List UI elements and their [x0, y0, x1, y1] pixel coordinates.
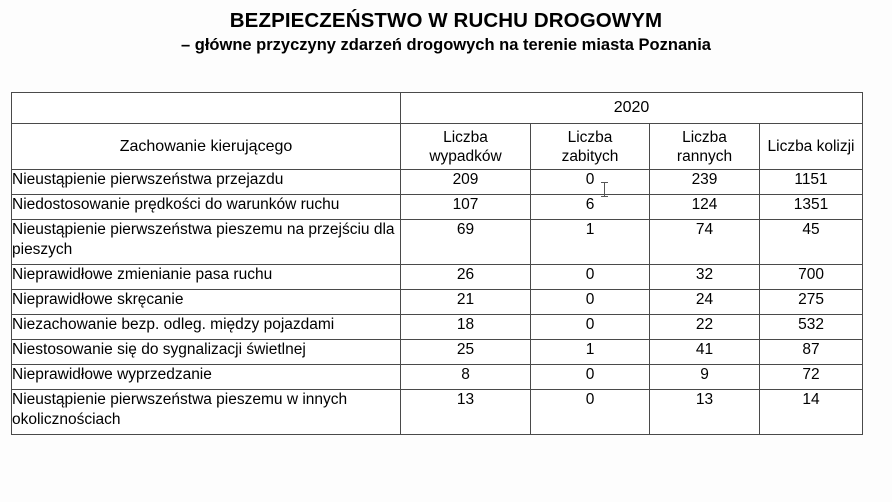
year-header-cell: 2020 — [401, 93, 863, 124]
cell-accidents: 107 — [401, 195, 531, 220]
table-row — [12, 390, 863, 435]
cell-injured: 13 — [650, 390, 760, 435]
table-row — [12, 265, 863, 290]
page-subtitle: – główne przyczyny zdarzeń drogowych na terenie miasta Poznania — [181, 36, 711, 54]
cell-behaviour: Nieustąpienie pierwszeństwa pieszemu na przejściu dla pieszych — [12, 220, 401, 265]
cell-collisions: 532 — [760, 315, 863, 340]
cell-behaviour: Nieustąpienie pierwszeństwa pieszemu w innych okolicznościach — [12, 390, 401, 435]
cell-killed: 0 — [531, 315, 650, 340]
cell-behaviour: Nieustąpienie pierwszeństwa przejazdu — [12, 170, 401, 195]
cell-behaviour: Niezachowanie bezp. odleg. między pojazdami — [12, 315, 401, 340]
cell-accidents: 209 — [401, 170, 531, 195]
cell-collisions: 14 — [760, 390, 863, 435]
cell-injured: 32 — [650, 265, 760, 290]
table-row — [12, 195, 863, 220]
table-body — [12, 170, 863, 435]
cell-accidents: 8 — [401, 365, 531, 390]
column-header-injured-line1: Liczba — [682, 128, 727, 146]
table-row — [12, 365, 863, 390]
cell-collisions: 1351 — [760, 195, 863, 220]
cell-killed: 1 — [531, 220, 650, 265]
cell-injured: 74 — [650, 220, 760, 265]
column-header-killed — [531, 124, 650, 170]
cell-accidents: 21 — [401, 290, 531, 315]
cell-accidents: 13 — [401, 390, 531, 435]
cell-accidents: 69 — [401, 220, 531, 265]
cell-collisions: 1151 — [760, 170, 863, 195]
cell-behaviour: Niestosowanie się do sygnalizacji świetlnej — [12, 340, 401, 365]
statistics-table-container — [11, 92, 862, 435]
cell-accidents: 25 — [401, 340, 531, 365]
column-header-row — [12, 124, 863, 170]
table-row — [12, 170, 863, 195]
cell-collisions: 45 — [760, 220, 863, 265]
table-row — [12, 315, 863, 340]
column-header-collisions-line1: Liczba kolizji — [767, 138, 855, 155]
cell-killed: 0 — [531, 365, 650, 390]
cell-injured: 124 — [650, 195, 760, 220]
cell-behaviour: Nieprawidłowe skręcanie — [12, 290, 401, 315]
cell-accidents: 18 — [401, 315, 531, 340]
column-header-behaviour: Zachowanie kierującego — [12, 124, 401, 170]
cell-behaviour: Niedostosowanie prędkości do warunków ruchu — [12, 195, 401, 220]
column-header-injured — [650, 124, 760, 170]
cell-killed: 1 — [531, 340, 650, 365]
column-header-collisions — [760, 124, 863, 170]
table-row — [12, 340, 863, 365]
cell-collisions: 700 — [760, 265, 863, 290]
year-banner-empty-cell — [12, 93, 401, 124]
year-banner-row — [12, 93, 863, 124]
cell-killed: 0 — [531, 290, 650, 315]
cell-injured: 9 — [650, 365, 760, 390]
column-header-injured-line2: rannych — [676, 147, 733, 165]
cell-collisions: 72 — [760, 365, 863, 390]
title-block — [0, 0, 892, 56]
cell-killed: 0 — [531, 390, 650, 435]
cell-killed: 0 — [531, 170, 650, 195]
cell-collisions: 275 — [760, 290, 863, 315]
statistics-table — [11, 92, 863, 435]
cell-injured: 239 — [650, 170, 760, 195]
cell-accidents: 26 — [401, 265, 531, 290]
cell-collisions: 87 — [760, 340, 863, 365]
cell-killed: 6 — [531, 195, 650, 220]
column-header-accidents-line2: wypadków — [429, 147, 502, 165]
cell-behaviour: Nieprawidłowe wyprzedzanie — [12, 365, 401, 390]
cell-behaviour: Nieprawidłowe zmienianie pasa ruchu — [12, 265, 401, 290]
column-header-killed-line2: zabitych — [561, 147, 619, 165]
column-header-accidents-line1: Liczba — [443, 128, 488, 146]
column-header-killed-line1: Liczba — [567, 128, 613, 146]
cell-killed: 0 — [531, 265, 650, 290]
table-header — [12, 93, 863, 170]
cell-injured: 24 — [650, 290, 760, 315]
column-header-accidents — [401, 124, 531, 170]
cell-injured: 22 — [650, 315, 760, 340]
page-title: BEZPIECZEŃSTWO W RUCHU DROGOWYM — [229, 9, 663, 32]
table-row — [12, 290, 863, 315]
cell-injured: 41 — [650, 340, 760, 365]
table-row — [12, 220, 863, 265]
